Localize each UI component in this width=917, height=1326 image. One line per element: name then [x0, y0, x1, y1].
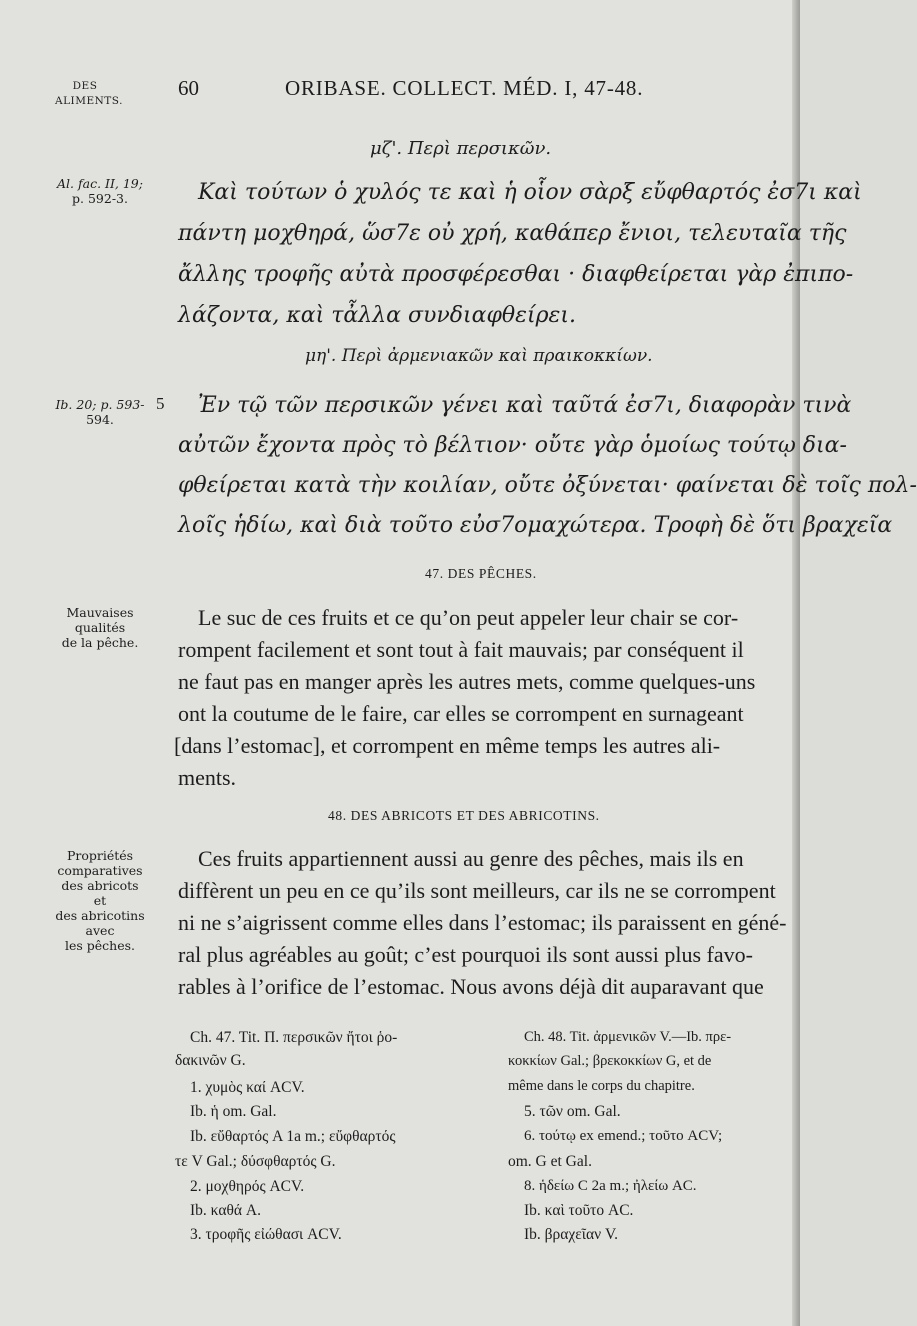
greek-heading-47: μζ'. Περὶ περσικῶν.: [370, 138, 552, 159]
footnote-line: 8. ἡδείω C 2a m.; ἠλείω AC.: [524, 1178, 697, 1194]
margin-reference-line: Ib. 20; p. 593-: [55, 397, 145, 412]
margin-note-line: et: [93, 893, 107, 908]
footnote-line: 6. τούτῳ ex emend.; τοῦτο ACV;: [524, 1128, 723, 1144]
margin-reference-line: p. 592-3.: [72, 191, 128, 206]
footnote-line: Ib. βραχεῖαν V.: [524, 1226, 619, 1243]
greek-line: ἄλλης τροφῆς αὐτὰ προσφέρεσθαι · διαφθείρεται γὰρ ἐπιπο-: [178, 262, 854, 287]
greek-line: λάζοντα, καὶ τἆλλα συνδιαφθείρει.: [178, 303, 576, 328]
margin-note-line: Propriétés: [66, 848, 134, 863]
french-line: [dans l’estomac], et corrompent en même temps les autres ali-: [174, 733, 721, 758]
footnote-line: Ib. εὔθαρτός A 1a m.; εὔφθαρτός: [190, 1128, 396, 1145]
margin-note-line: comparatives: [57, 863, 143, 878]
footnote-line: Ib. καὶ τοῦτο AC.: [524, 1202, 634, 1219]
greek-line: Ἐν τῷ τῶν περσικῶν γένει καὶ ταῦτά ἐσ7ι, διαφορὰν τινὰ: [198, 393, 852, 418]
footnote-line: 5. τῶν om. Gal.: [524, 1103, 621, 1120]
french-line: Ces fruits appartiennent aussi au genre des pêches, mais ils en: [198, 846, 744, 871]
page-number: 60: [178, 76, 199, 100]
footnote-line: Ib. ἡ om. Gal.: [190, 1103, 277, 1120]
footnote-line: om. G et Gal.: [508, 1153, 592, 1170]
margin-reference: [55, 397, 145, 427]
french-line: ni ne s’aigrissent comme elles dans l’estomac; ils paraissent en géné-: [178, 910, 787, 935]
margin-note: [50, 605, 150, 650]
margin-note-line: qualités: [74, 620, 126, 635]
margin-note-line: Mauvaises: [66, 605, 134, 620]
greek-line: Καὶ τούτων ὁ χυλός τε καὶ ἡ οἷον σὰρξ εὔφθαρτός ἐσ7ι καὶ: [198, 180, 862, 205]
french-line: ont la coutume de le faire, car elles se corrompent en surnageant: [178, 701, 744, 726]
margin-note: [45, 848, 155, 953]
french-heading-47: 47. DES PÊCHES.: [425, 566, 537, 581]
greek-heading-48: μη'. Περὶ ἀρμενιακῶν καὶ πραικοκκίων.: [305, 346, 653, 366]
margin-label-line: ALIMENTS.: [55, 95, 123, 107]
french-line: rompent facilement et sont tout à fait mauvais; par conséquent il: [178, 637, 744, 662]
greek-line: φθείρεται κατὰ τὴν κοιλίαν, οὔτε ὀξύνεται· φαίνεται δὲ τοῖς πολ-: [178, 473, 917, 498]
margin-reference-line: 594.: [86, 412, 114, 427]
header-margin-label: [55, 79, 123, 109]
margin-note-line: des abricotins: [55, 908, 145, 923]
footnote-line: même dans le corps du chapitre.: [508, 1078, 695, 1094]
french-line: ral plus agréables au goût; c’est pourquoi ils sont aussi plus favo-: [178, 942, 753, 967]
footnote-line: τε V Gal.; δύσφθαρτός G.: [175, 1153, 336, 1170]
footnote-line: Ch. 48. Tit. ἀρμενικῶν V.—Ib. πρε-: [524, 1029, 732, 1045]
footnote-line: δακινῶν G.: [175, 1052, 246, 1069]
footnote-line: κοκκίων Gal.; βρεκοκκίων G, et de: [508, 1053, 712, 1069]
margin-note-line: des abricots: [61, 878, 139, 893]
french-line: rables à l’orifice de l’estomac. Nous avons déjà dit auparavant que: [178, 974, 764, 999]
margin-note-line: avec: [85, 923, 115, 938]
margin-note-line: les pêches.: [64, 938, 136, 953]
margin-label-line: DES: [72, 80, 98, 92]
french-line: Le suc de ces fruits et ce qu’on peut appeler leur chair se cor-: [198, 605, 739, 630]
greek-line: αὐτῶν ἔχοντα πρὸς τὸ βέλτιον· οὔτε γὰρ ὁμοίως τούτῳ δια-: [178, 433, 847, 458]
french-line: ne faut pas en manger après les autres mets, comme quelques-uns: [178, 669, 756, 694]
greek-line: λοῖς ἡδίω, καὶ διὰ τοῦτο εὐσ7ομαχώτερα. Τροφὴ δὲ ὅτι βραχεῖα: [178, 513, 893, 538]
footnote-line: Ch. 47. Tit. Π. περσικῶν ἤτοι ῥο-: [190, 1029, 398, 1046]
footnote-line: 2. μοχθηρός ACV.: [190, 1178, 305, 1195]
footnote-line: 1. χυμὸς καί ACV.: [190, 1079, 305, 1096]
greek-line: πάντη μοχθηρά, ὥσ7ε οὐ χρή, καθάπερ ἔνιοι, τελευταῖα τῆς: [178, 221, 847, 246]
french-line: ments.: [178, 765, 237, 790]
margin-reference-line: Al. fac. II, 19;: [57, 176, 143, 191]
margin-note-line: de la pêche.: [61, 635, 139, 650]
line-number: 5: [156, 394, 165, 413]
french-heading-48: 48. DES ABRICOTS ET DES ABRICOTINS.: [328, 808, 600, 823]
footnote-line: 3. τροφῆς εἰώθασι ACV.: [190, 1226, 342, 1243]
footnote-line: Ib. καθά A.: [190, 1202, 261, 1219]
french-line: diffèrent un peu en ce qu’ils sont meilleurs, car ils ne se corrompent: [178, 878, 776, 903]
running-title: ORIBASE. COLLECT. MÉD. I, 47-48.: [285, 76, 644, 100]
margin-reference: [55, 176, 145, 206]
